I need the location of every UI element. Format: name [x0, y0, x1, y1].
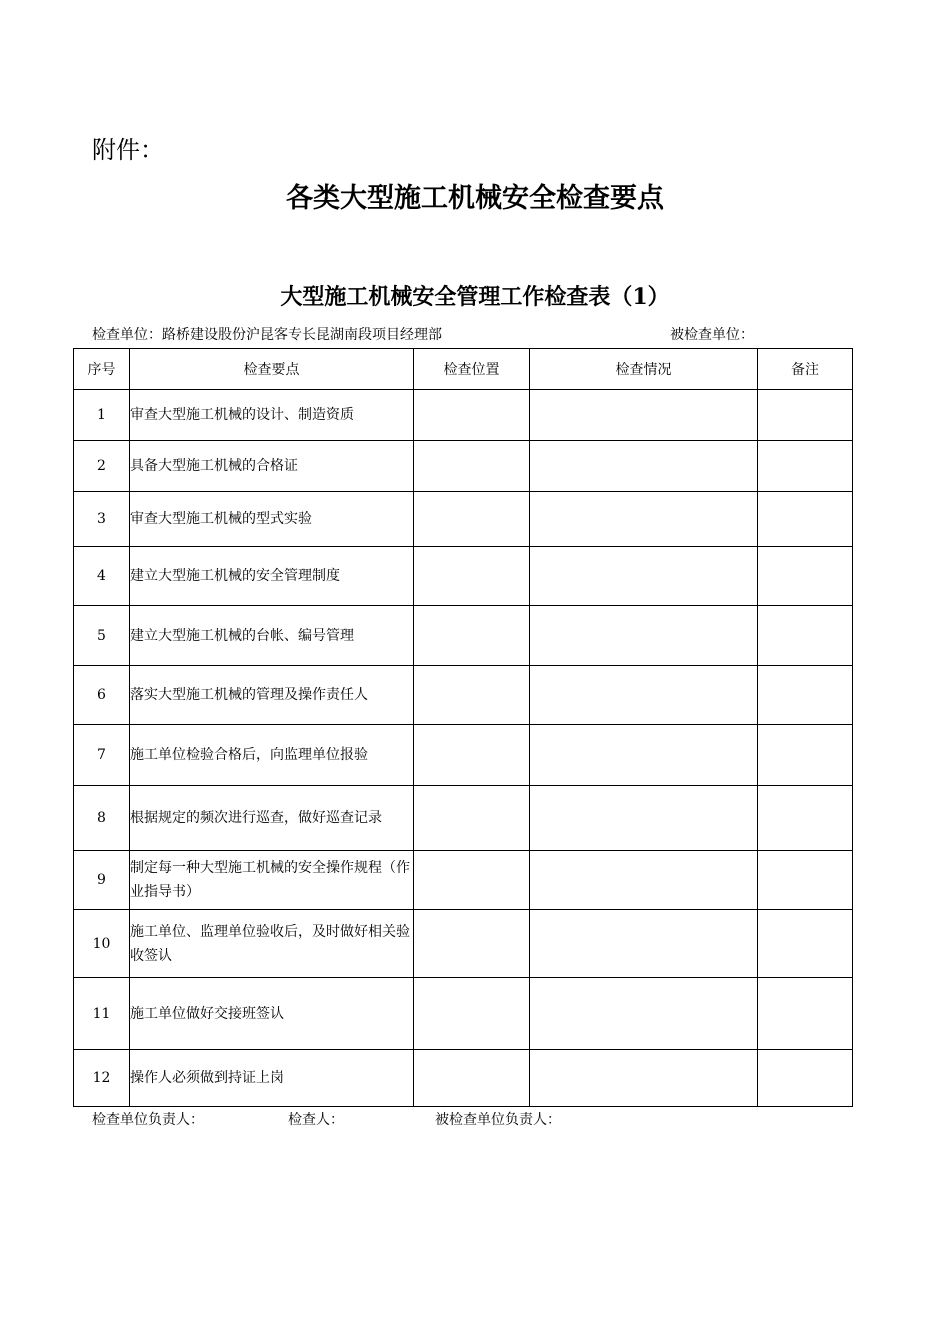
- check-result-cell: [530, 851, 758, 910]
- check-location-cell: [414, 978, 530, 1050]
- check-location-cell: [414, 910, 530, 978]
- header-check-item: 检查要点: [130, 349, 414, 390]
- table-row: [74, 786, 853, 851]
- check-result-cell: [530, 492, 758, 547]
- remarks-cell: [758, 978, 853, 1050]
- table-row: [74, 725, 853, 786]
- check-location-cell: [414, 390, 530, 441]
- table-row: [74, 666, 853, 725]
- remarks-cell: [758, 1050, 853, 1107]
- check-result-cell: [530, 910, 758, 978]
- check-item: 落实大型施工机械的管理及操作责任人: [130, 666, 414, 725]
- row-number: 7: [74, 725, 130, 786]
- header-remarks: 备注: [758, 349, 853, 390]
- row-number: 3: [74, 492, 130, 547]
- check-item: 审查大型施工机械的型式实验: [130, 492, 414, 547]
- header-number: 序号: [74, 349, 130, 390]
- table-row: [74, 390, 853, 441]
- table-row: [74, 1050, 853, 1107]
- row-number: 10: [74, 910, 130, 978]
- check-location-cell: [414, 547, 530, 606]
- row-number: 11: [74, 978, 130, 1050]
- check-item: 施工单位做好交接班签认: [130, 978, 414, 1050]
- remarks-cell: [758, 725, 853, 786]
- table-row: [74, 547, 853, 606]
- header-check-result: 检查情况: [530, 349, 758, 390]
- check-item: 制定每一种大型施工机械的安全操作规程（作业指导书）: [130, 851, 414, 910]
- header-check-location: 检查位置: [414, 349, 530, 390]
- remarks-cell: [758, 390, 853, 441]
- remarks-cell: [758, 910, 853, 978]
- check-item: 审查大型施工机械的设计、制造资质: [130, 390, 414, 441]
- inspected-unit: 被检查单位：: [670, 327, 754, 343]
- check-item: 建立大型施工机械的台帐、编号管理: [130, 606, 414, 666]
- check-result-cell: [530, 978, 758, 1050]
- attachment-label: 附件：: [92, 136, 164, 164]
- row-number: 9: [74, 851, 130, 910]
- remarks-cell: [758, 492, 853, 547]
- row-number: 2: [74, 441, 130, 492]
- check-result-cell: [530, 1050, 758, 1107]
- row-number: 6: [74, 666, 130, 725]
- inspection-table: [73, 348, 853, 1107]
- table-row: [74, 851, 853, 910]
- row-number: 4: [74, 547, 130, 606]
- check-location-cell: [414, 441, 530, 492]
- check-item: 建立大型施工机械的安全管理制度: [130, 547, 414, 606]
- table-row: [74, 441, 853, 492]
- inspected-unit-head-signature: 被检查单位负责人：: [435, 1112, 561, 1128]
- check-result-cell: [530, 786, 758, 851]
- check-result-cell: [530, 390, 758, 441]
- remarks-cell: [758, 441, 853, 492]
- check-result-cell: [530, 441, 758, 492]
- check-location-cell: [414, 725, 530, 786]
- table-title: 大型施工机械安全管理工作检查表（1）: [280, 284, 670, 310]
- remarks-cell: [758, 547, 853, 606]
- row-number: 5: [74, 606, 130, 666]
- table-row: [74, 910, 853, 978]
- inspecting-unit: 检查单位：路桥建设股份沪昆客专长昆湖南段项目经理部: [92, 327, 442, 343]
- check-location-cell: [414, 1050, 530, 1107]
- table-header-row: [74, 349, 853, 390]
- row-number: 12: [74, 1050, 130, 1107]
- check-result-cell: [530, 666, 758, 725]
- inspecting-unit-head-signature: 检查单位负责人：: [92, 1112, 204, 1128]
- check-result-cell: [530, 725, 758, 786]
- row-number: 1: [74, 390, 130, 441]
- remarks-cell: [758, 851, 853, 910]
- check-result-cell: [530, 606, 758, 666]
- main-title: 各类大型施工机械安全检查要点: [286, 183, 664, 214]
- table-row: [74, 978, 853, 1050]
- check-location-cell: [414, 851, 530, 910]
- check-result-cell: [530, 547, 758, 606]
- check-item: 操作人必须做到持证上岗: [130, 1050, 414, 1107]
- inspector-signature: 检查人：: [288, 1112, 344, 1128]
- remarks-cell: [758, 666, 853, 725]
- check-location-cell: [414, 666, 530, 725]
- remarks-cell: [758, 606, 853, 666]
- check-location-cell: [414, 786, 530, 851]
- remarks-cell: [758, 786, 853, 851]
- check-item: 施工单位、监理单位验收后，及时做好相关验收签认: [130, 910, 414, 978]
- row-number: 8: [74, 786, 130, 851]
- check-item: 根据规定的频次进行巡查，做好巡查记录: [130, 786, 414, 851]
- table-row: [74, 492, 853, 547]
- check-item: 施工单位检验合格后，向监理单位报验: [130, 725, 414, 786]
- check-location-cell: [414, 606, 530, 666]
- check-location-cell: [414, 492, 530, 547]
- table-row: [74, 606, 853, 666]
- check-item: 具备大型施工机械的合格证: [130, 441, 414, 492]
